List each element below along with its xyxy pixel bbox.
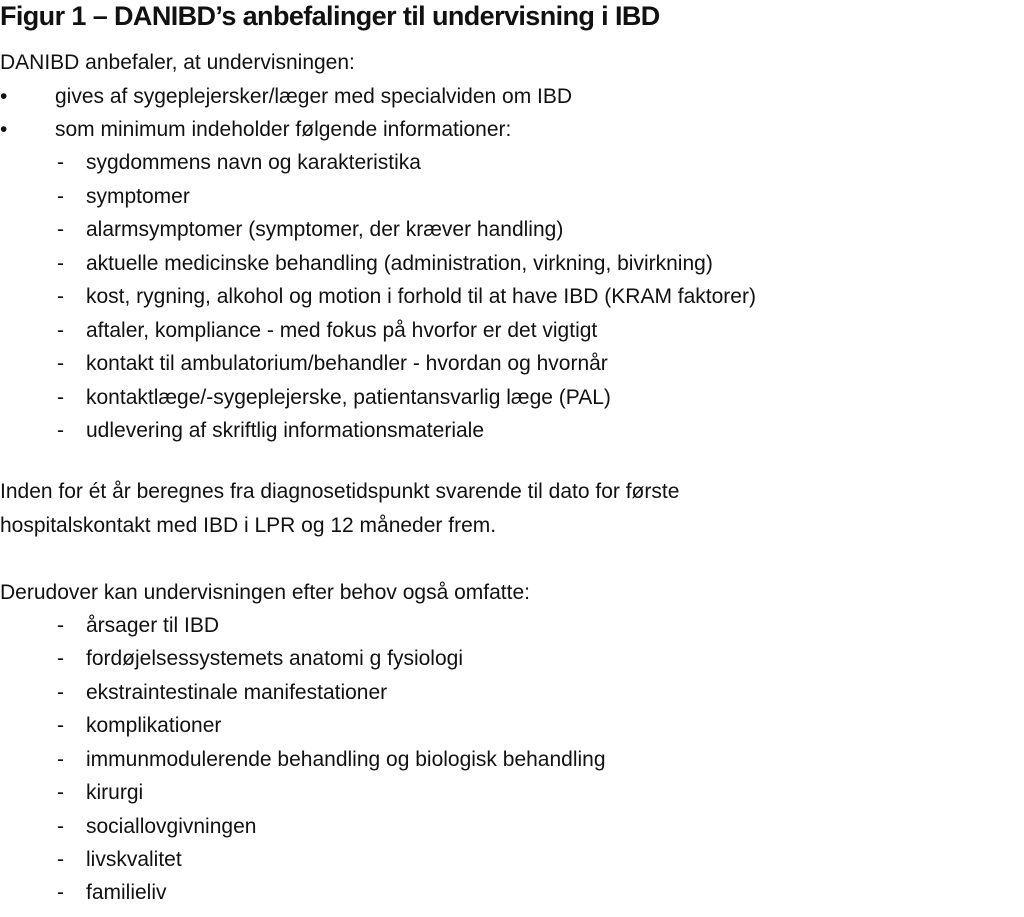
list-item-text: sociallovgivningen xyxy=(86,815,257,838)
bullet-text: som minimum indeholder følgende informationer: xyxy=(55,118,512,141)
dash-icon: - xyxy=(57,218,64,241)
list-item-text: kontaktlæge/-sygeplejerske, patientansvarlig læge (PAL) xyxy=(86,386,611,409)
list-item-text: sygdommens navn og karakteristika xyxy=(86,151,421,174)
list-item-text: komplikationer xyxy=(86,714,222,737)
dash-icon: - xyxy=(57,319,64,342)
list-item-text: kontakt til ambulatorium/behandler - hvordan og hvornår xyxy=(86,352,608,375)
figure-title: Figur 1 – DANIBD’s anbefalinger til undervisning i IBD xyxy=(0,1,660,31)
list-item-text: kirurgi xyxy=(86,781,144,804)
list-item-text: familieliv xyxy=(86,881,167,904)
extra-intro-text: Derudover kan undervisningen efter behov også omfatte: xyxy=(0,581,530,604)
list-item-text: symptomer xyxy=(86,185,190,208)
list-item-text: aktuelle medicinske behandling (administration, virkning, bivirkning) xyxy=(86,252,713,275)
dash-icon: - xyxy=(57,614,64,637)
dash-icon: - xyxy=(57,881,64,904)
dash-icon: - xyxy=(57,185,64,208)
list-item-text: livskvalitet xyxy=(86,848,182,871)
dash-icon: - xyxy=(57,681,64,704)
bullet-icon: • xyxy=(0,85,8,108)
list-item-text: kost, rygning, alkohol og motion i forhold til at have IBD (KRAM faktorer) xyxy=(86,285,756,308)
dash-icon: - xyxy=(57,748,64,771)
list-item-text: ekstraintestinale manifestationer xyxy=(86,681,388,704)
list-item-text: fordøjelsessystemets anatomi g fysiologi xyxy=(86,647,463,670)
list-item-text: årsager til IBD xyxy=(86,614,220,637)
timeframe-paragraph-line: hospitalskontakt med IBD i LPR og 12 måneder frem. xyxy=(0,514,497,537)
list-item-text: aftaler, kompliance - med fokus på hvorfor er det vigtigt xyxy=(86,319,598,342)
dash-icon: - xyxy=(57,815,64,838)
list-item-text: immunmodulerende behandling og biologisk behandling xyxy=(86,748,606,771)
dash-icon: - xyxy=(57,848,64,871)
bullet-text: gives af sygeplejersker/læger med specialviden om IBD xyxy=(55,85,573,108)
dash-icon: - xyxy=(57,714,64,737)
dash-icon: - xyxy=(57,781,64,804)
dash-icon: - xyxy=(57,352,64,375)
bullet-icon: • xyxy=(0,118,8,141)
dash-icon: - xyxy=(57,647,64,670)
timeframe-paragraph-line: Inden for ét år beregnes fra diagnosetidspunkt svarende til dato for første xyxy=(0,480,680,503)
dash-icon: - xyxy=(57,252,64,275)
list-item-text: udlevering af skriftlig informationsmateriale xyxy=(86,419,485,442)
dash-icon: - xyxy=(57,151,64,174)
dash-icon: - xyxy=(57,285,64,308)
dash-icon: - xyxy=(57,419,64,442)
list-item-text: alarmsymptomer (symptomer, der kræver handling) xyxy=(86,218,564,241)
dash-icon: - xyxy=(57,386,64,409)
intro-text: DANIBD anbefaler, at undervisningen: xyxy=(0,51,355,74)
